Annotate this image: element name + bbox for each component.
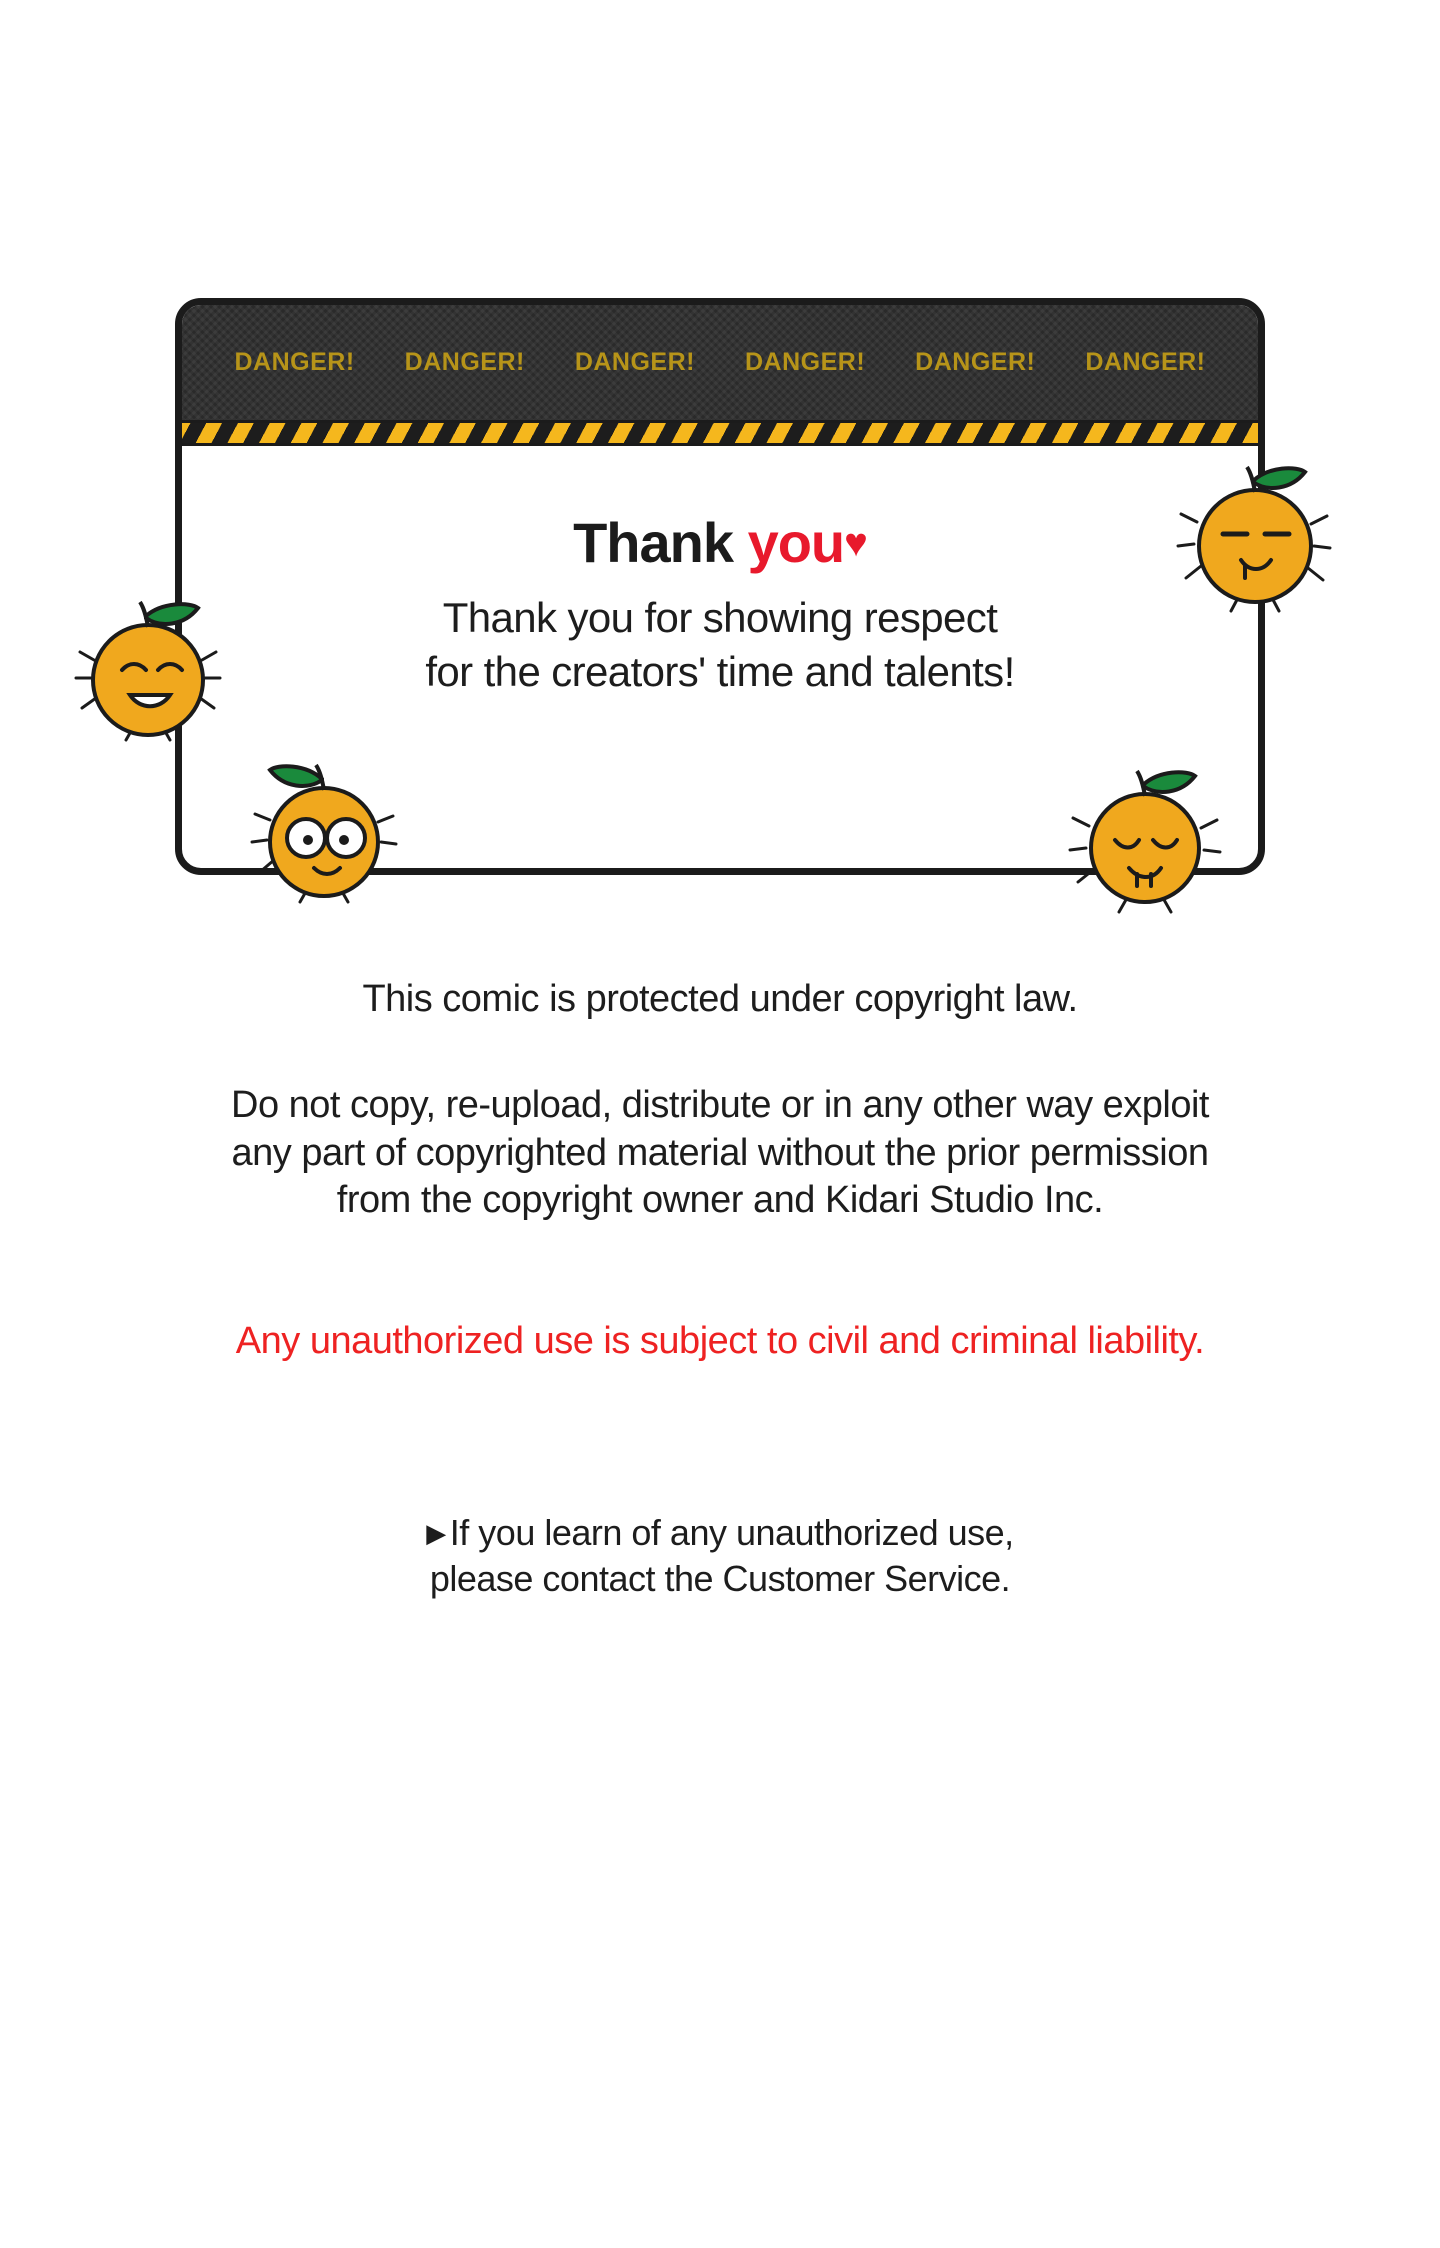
thank-you-title-thank: Thank [573, 511, 734, 574]
orange-mascot-flat-eyes-icon [1175, 460, 1335, 620]
danger-label: DANGER! [1085, 348, 1206, 376]
do-not-copy-line-1: Do not copy, re-upload, distribute or in any other way exploit [231, 1084, 1209, 1126]
do-not-copy-paragraph [0, 1082, 1440, 1225]
orange-mascot-sleepy-icon [1065, 760, 1225, 920]
liability-warning-line: Any unauthorized use is subject to civil and criminal liability. [235, 1320, 1205, 1362]
orange-mascot-laughing-icon [74, 600, 224, 750]
copyright-protected-line: This comic is protected under copyright law. [362, 978, 1078, 1020]
orange-mascot-sleepy [1065, 760, 1225, 925]
danger-label: DANGER! [915, 348, 1036, 376]
danger-banner [182, 305, 1258, 420]
heart-icon: ♥ [844, 521, 867, 565]
danger-label: DANGER! [404, 348, 525, 376]
respect-message-line-2: for the creators' time and talents! [425, 647, 1015, 695]
contact-customer-service-note [0, 1510, 1440, 1602]
orange-mascot-flat-eyes [1175, 460, 1335, 625]
thank-you-title-you: you [747, 511, 845, 574]
hazard-stripe-divider [182, 420, 1258, 446]
contact-note-text-1: If you learn of any unauthorized use, [449, 1512, 1014, 1553]
orange-mascot-laughing [74, 600, 224, 755]
danger-label: DANGER! [574, 348, 695, 376]
do-not-copy-line-2: any part of copyrighted material without the prior permission [231, 1131, 1209, 1174]
orange-mascot-glasses [250, 760, 400, 915]
do-not-copy-line-3: from the copyright owner and Kidari Studio Inc. [336, 1179, 1104, 1221]
contact-note-line-1 [0, 1510, 1440, 1556]
respect-message [182, 591, 1258, 699]
triangle-bullet-icon: ▶ [426, 1518, 446, 1548]
contact-note-line-2: please contact the Customer Service. [429, 1558, 1011, 1600]
orange-mascot-glasses-icon [250, 760, 400, 910]
thank-you-title [182, 510, 1258, 575]
danger-label: DANGER! [745, 348, 866, 376]
danger-label: DANGER! [234, 348, 355, 376]
respect-message-line-1: Thank you for showing respect [442, 594, 998, 641]
